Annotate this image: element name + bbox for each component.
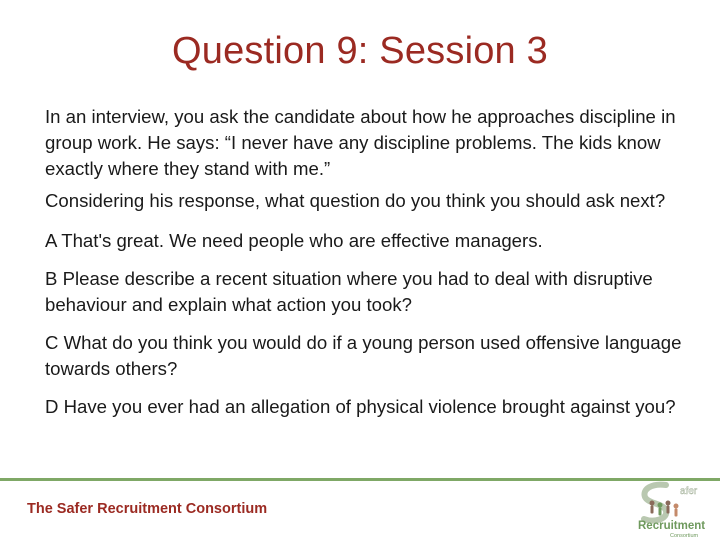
option-letter: C	[45, 332, 59, 353]
answer-option-b	[45, 266, 690, 318]
logo-sub-text: Consortium	[670, 533, 699, 539]
logo-main-text: Recruitment	[638, 520, 706, 532]
scenario-text: In an interview, you ask the candidate about how he approaches discipline in group work. He says: “I never have any discipline problems. The kids know exactly where they stand with me.”	[45, 106, 676, 179]
option-letter: B	[45, 268, 58, 289]
option-letter: A	[45, 230, 57, 251]
option-text: Please describe a recent situation where you had to deal with disruptive behaviour and explain what action you took?	[45, 268, 653, 315]
question-prompt: Considering his response, what question do you think you should ask next?	[45, 190, 666, 211]
organization-name: The Safer Recruitment Consortium	[27, 501, 268, 517]
option-text: What do you think you would do if a young person used offensive language towards others?	[45, 332, 682, 379]
logo-top-text: afer	[680, 486, 698, 497]
safer-recruitment-logo	[636, 481, 708, 539]
option-letter: D	[45, 396, 59, 417]
answer-option-c	[45, 330, 690, 382]
footer-divider	[0, 478, 720, 481]
option-text: That's great. We need people who are effective managers.	[61, 230, 543, 251]
question-body	[45, 104, 690, 432]
option-text: Have you ever had an allegation of physical violence brought against you?	[63, 396, 676, 417]
answer-option-a	[45, 228, 690, 254]
answer-option-d	[45, 394, 690, 420]
slide-title: Question 9: Session 3	[172, 30, 548, 72]
